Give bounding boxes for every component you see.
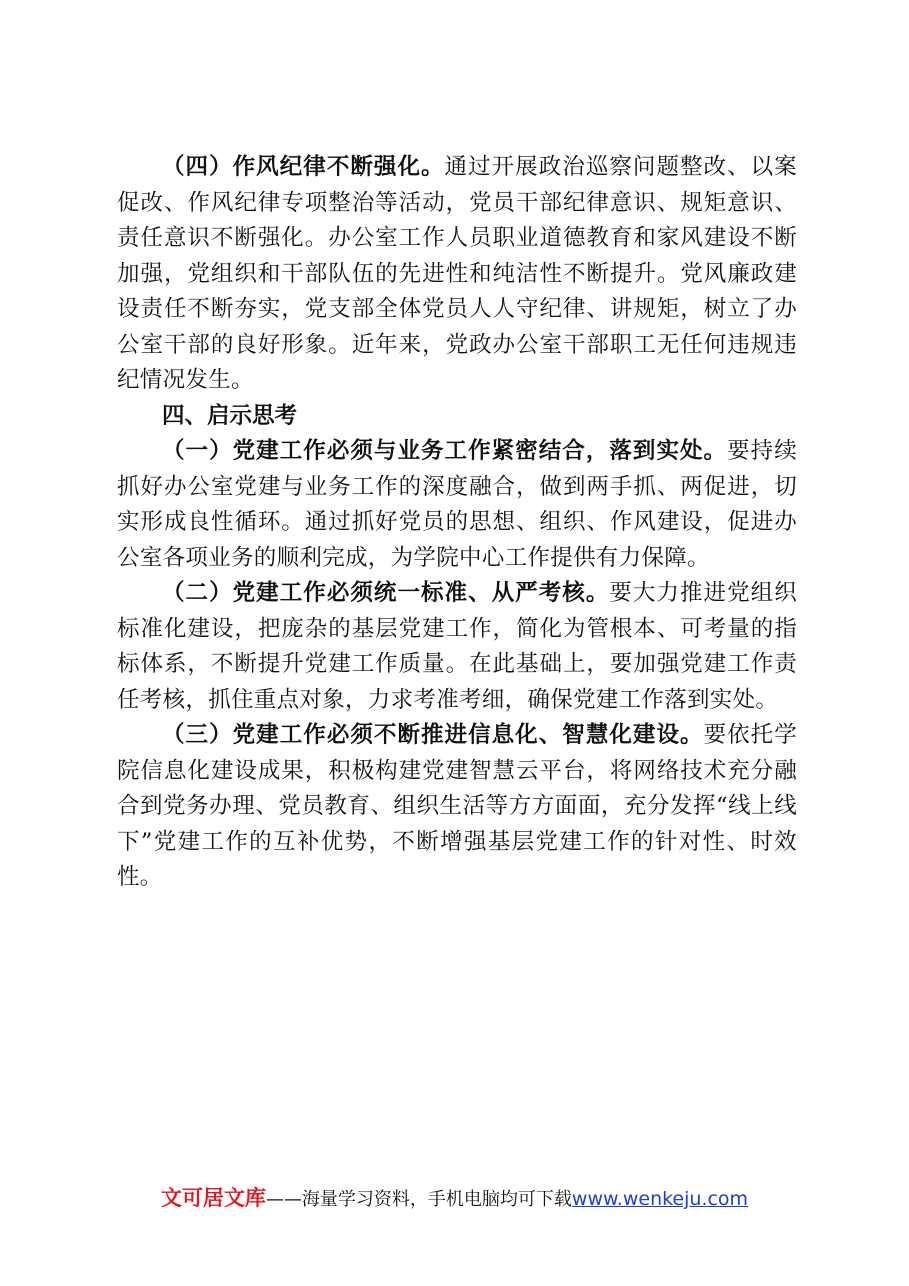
paragraph-lead: （三）党建工作必须不断推进信息化、智慧化建设。: [162, 722, 704, 748]
paragraph-informatization: [117, 718, 797, 896]
paragraph-text: 要持续抓好办公室党建与业务工作的深度融合，做到两手抓、两促进，切实形成良性循环。通过抓好党员的思想、组织、作风建设，促进办公室各项业务的顺利完成，为学院中心工作提供有力保障。: [117, 438, 798, 571]
section-heading: 四、启示思考: [162, 402, 298, 429]
paragraph-integration: [117, 434, 797, 576]
paragraph-text: 要大力推进党组织标准化建设，把庞杂的基层党建工作，简化为管根本、可考量的指标体系，不断提升党建工作质量。在此基础上，要加强党建工作责任考核，抓住重点对象，力求考准考细，确保党建工作落到实处。: [117, 580, 797, 713]
paragraph-standards: [117, 576, 797, 718]
footer-slogan: ——海量学习资料，手机电脑均可下载: [265, 1189, 572, 1210]
paragraph-lead: （一）党建工作必须与业务工作紧密结合，落到实处。: [162, 438, 728, 464]
paragraph-lead: （四）作风纪律不断强化。: [162, 154, 445, 180]
brand-name: 文可居文库: [160, 1186, 266, 1210]
paragraph-text: 要依托学院信息化建设成果，积极构建党建智慧云平台，将网络技术充分融合到党务办理、党员教育、组织生活等方方面面，充分发挥“线上线下”党建工作的互补优势，不断增强基层党建工作的针对性、时效性。: [117, 722, 798, 890]
paragraph-lead: （二）党建工作必须统一标准、从严考核。: [162, 580, 610, 606]
footer-banner: [0, 1182, 909, 1212]
document-body: [117, 150, 797, 896]
paragraph-text: 通过开展政治巡察问题整改、以案促改、作风纪律专项整治等活动，党员干部纪律意识、规矩意识、责任意识不断强化。办公室工作人员职业道德教育和家风建设不断加强，党组织和干部队伍的先进性和纯洁性不断提升。党风廉政建设责任不断夯实，党支部全体党员人人守纪律、讲规矩，树立了办公室干部的良好形象。近年来，党政办公室干部职工无任何违规违纪情况发生。: [117, 154, 797, 393]
paragraph-discipline: [117, 150, 797, 399]
website-link[interactable]: www.wenkeju.com: [571, 1188, 749, 1210]
